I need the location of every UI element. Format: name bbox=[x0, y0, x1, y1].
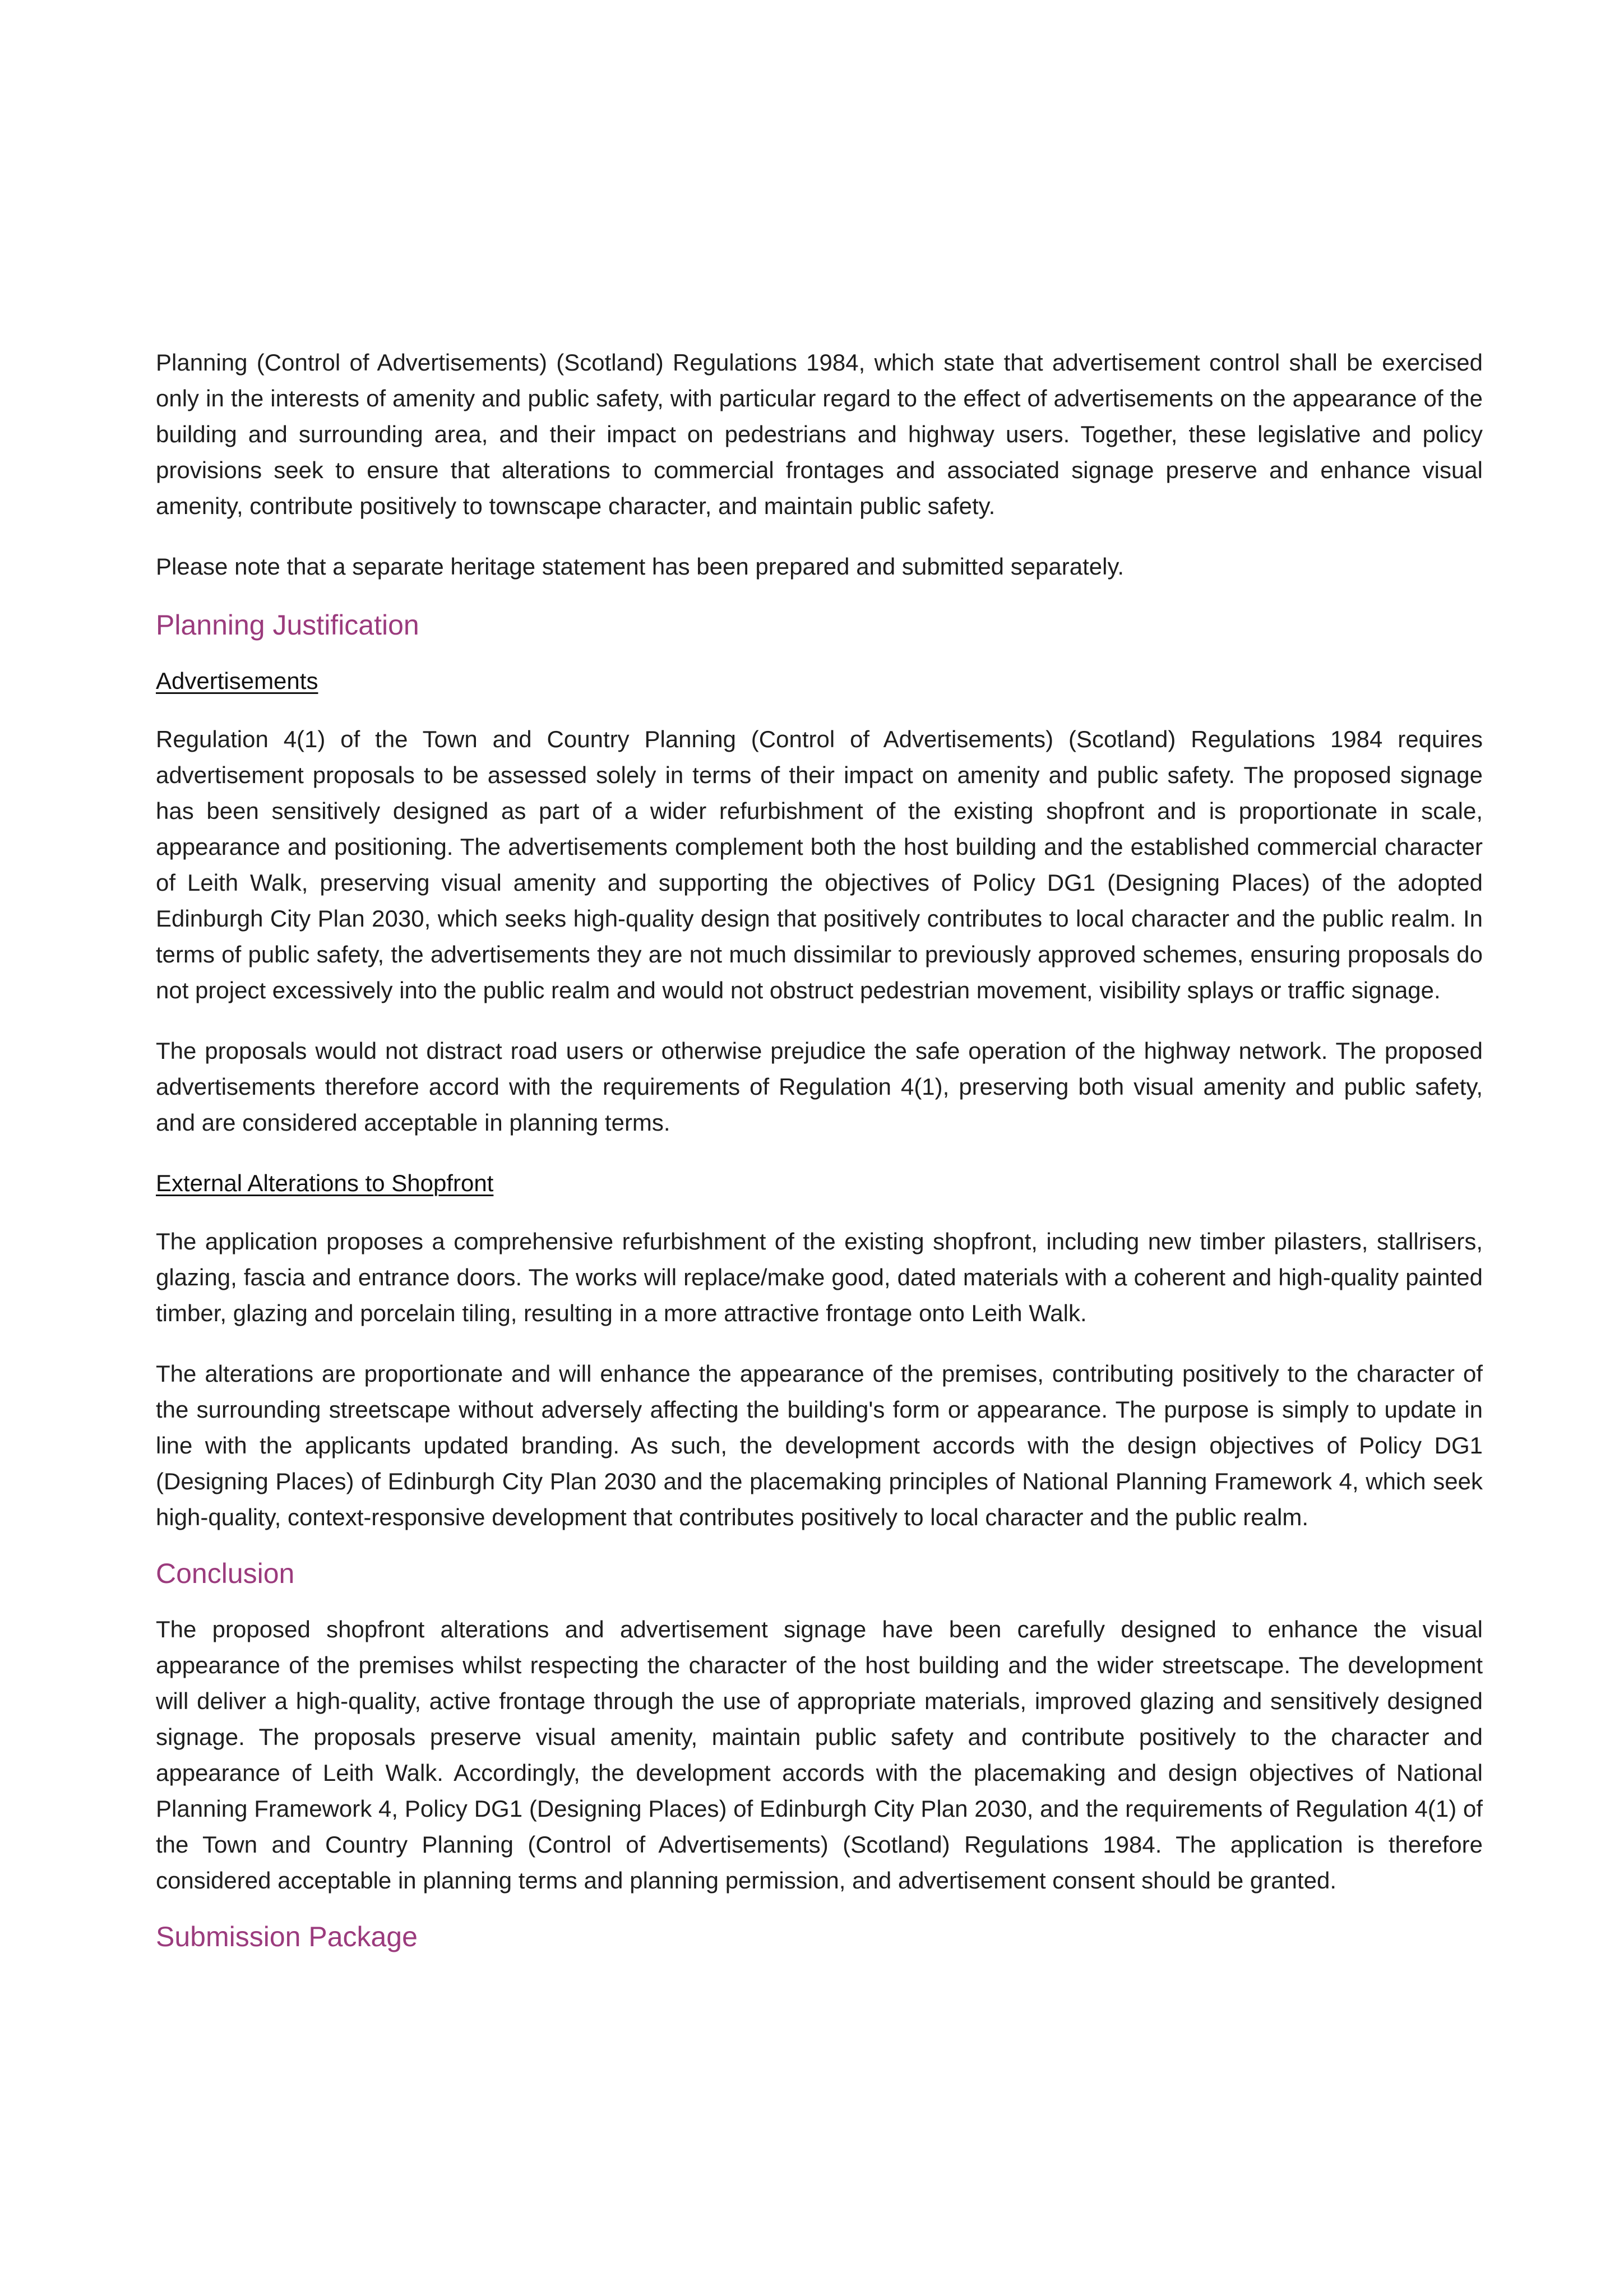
intro-continuation-paragraph: Planning (Control of Advertisements) (Scotland) Regulations 1984, which state that advertisement control shall be exercised only in the interests of amenity and public safety, with particular regard to the effect of advertisements on the appearance of the building and surrounding area, and their impact on pedestrians and highway users. Together, these legislative and policy provisions seek to ensure that alterations to commercial frontages and associated signage preserve and enhance visual amenity, contribute positively to townscape character, and maintain public safety. bbox=[156, 349, 1483, 519]
section-heading-conclusion: Conclusion bbox=[156, 1558, 295, 1589]
section-heading-submission-package: Submission Package bbox=[156, 1921, 418, 1952]
document-page bbox=[156, 345, 1483, 1955]
subheading-advertisements: Advertisements bbox=[156, 668, 318, 694]
heritage-note-paragraph: Please note that a separate heritage statement has been prepared and submitted separately. bbox=[156, 553, 1125, 580]
external-alterations-paragraph-1: The application proposes a comprehensive refurbishment of the existing shopfront, including new timber pilasters, stallrisers, glazing, fascia and entrance doors. The works will replace/make good, dated materials with a coherent and high-quality painted timber, glazing and porcelain tiling, resulting in a more attractive frontage onto Leith Walk. bbox=[156, 1228, 1483, 1326]
external-alterations-paragraph-2: The alterations are proportionate and will enhance the appearance of the premises, contributing positively to the character of the surrounding streetscape without adversely affecting the building's form or appearance. The purpose is simply to update in line with the applicants updated branding. As such, the development accords with the design objectives of Policy DG1 (Designing Places) of Edinburgh City Plan 2030 and the placemaking principles of National Planning Framework 4, which seek high-quality, context-responsive development that contributes positively to local character and the public realm. bbox=[156, 1360, 1483, 1530]
advertisements-paragraph-1: Regulation 4(1) of the Town and Country Planning (Control of Advertisements) (Scotland) Regulations 1984 requires advertisement proposals to be assessed solely in terms of their impact on amenity and public safety. The proposed signage has been sensitively designed as part of a wider refurbishment of the existing shopfront and is proportionate in scale, appearance and positioning. The advertisements complement both the host building and the established commercial character of Leith Walk, preserving visual amenity and supporting the objectives of Policy DG1 (Designing Places) of the adopted Edinburgh City Plan 2030, which seeks high-quality design that positively contributes to local character and the public realm. In terms of public safety, the advertisements they are not much dissimilar to previously approved schemes, ensuring proposals do not project excessively into the public realm and would not obstruct pedestrian movement, visibility splays or traffic signage. bbox=[156, 726, 1483, 1003]
conclusion-paragraph: The proposed shopfront alterations and advertisement signage have been carefully designed to enhance the visual appearance of the premises whilst respecting the character of the host building and the wider streetscape. The development will deliver a high-quality, active frontage through the use of appropriate materials, improved glazing and sensitively designed signage. The proposals preserve visual amenity, maintain public safety and contribute positively to the character and appearance of Leith Walk. Accordingly, the development accords with the placemaking and design objectives of National Planning Framework 4, Policy DG1 (Designing Places) of Edinburgh City Plan 2030, and the requirements of Regulation 4(1) of the Town and Country Planning (Control of Advertisements) (Scotland) Regulations 1984. The application is therefore considered acceptable in planning terms and planning permission, and advertisement consent should be granted. bbox=[156, 1616, 1483, 1894]
advertisements-paragraph-2: The proposals would not distract road users or otherwise prejudice the safe operation of the highway network. The proposed advertisements therefore accord with the requirements of Regulation 4(1), preserving both visual amenity and public safety, and are considered acceptable in planning terms. bbox=[156, 1038, 1483, 1136]
subheading-external-alterations: External Alterations to Shopfront bbox=[156, 1170, 494, 1196]
section-heading-planning-justification: Planning Justification bbox=[156, 609, 419, 641]
